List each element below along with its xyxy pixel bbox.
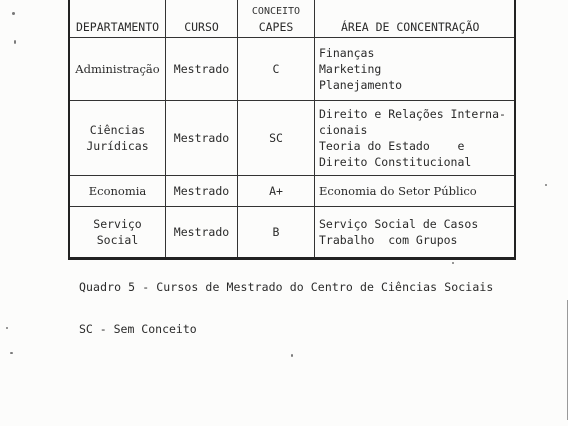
- scan-speck: [452, 262, 454, 264]
- cell-curso: Mestrado: [166, 101, 238, 176]
- table-footnote: SC - Sem Conceito: [79, 322, 197, 336]
- departamento-line: Ciências: [89, 123, 146, 137]
- area-line: Trabalho com Grupos: [319, 233, 458, 247]
- table-row: [69, 176, 515, 207]
- cell-curso: Mestrado: [166, 176, 238, 207]
- area-line: cionais: [319, 123, 368, 137]
- departamento-line: Social: [96, 233, 139, 247]
- table-row: [69, 101, 515, 176]
- cell-departamento: [69, 101, 166, 176]
- header-capes-label: CAPES: [258, 20, 294, 34]
- cell-area: [315, 38, 516, 101]
- departamento-line: Economia: [88, 184, 147, 198]
- courses-table: [68, 0, 516, 260]
- header-area-label: ÁREA DE CONCENTRAÇÃO: [341, 20, 480, 34]
- cell-capes: A+: [238, 176, 315, 207]
- area-line: Marketing: [319, 62, 382, 76]
- scan-speck: [10, 352, 13, 354]
- area-line: Planejamento: [319, 78, 403, 92]
- header-capes: [238, 0, 315, 38]
- area-line: Direito e Relações Interna-: [319, 107, 506, 121]
- cell-departamento: [69, 176, 166, 207]
- header-curso: [166, 0, 238, 38]
- area-line: Direito Constitucional: [319, 155, 472, 169]
- scan-speck: [545, 184, 547, 186]
- cell-area: [315, 176, 516, 207]
- scan-speck: [291, 354, 293, 357]
- scan-speck: [12, 12, 15, 15]
- departamento-line: Administração: [75, 62, 160, 76]
- cell-departamento: [69, 38, 166, 101]
- cell-capes: C: [238, 38, 315, 101]
- cell-curso: Mestrado: [166, 38, 238, 101]
- table-row: [69, 207, 515, 259]
- header-departamento-label: DEPARTAMENTO: [75, 20, 160, 34]
- cell-area: [315, 101, 516, 176]
- cell-curso: Mestrado: [166, 207, 238, 259]
- header-capes-top-label: CONCEITO: [251, 6, 301, 17]
- cell-area: [315, 207, 516, 259]
- scan-speck: [14, 40, 16, 44]
- area-line: Finanças: [319, 46, 375, 60]
- cell-departamento: [69, 207, 166, 259]
- scan-speck: [6, 327, 8, 329]
- table-row: [69, 38, 515, 101]
- table-caption: Quadro 5 - Cursos de Mestrado do Centro de Ciências Sociais: [79, 280, 494, 294]
- area-line: Economia do Setor Público: [319, 184, 477, 198]
- area-line: Serviço Social de Casos: [319, 217, 479, 231]
- cell-capes: B: [238, 207, 315, 259]
- cell-capes: SC: [238, 101, 315, 176]
- departamento-line: Serviço: [93, 217, 142, 231]
- departamento-line: Jurídicas: [86, 139, 149, 153]
- header-area: [315, 0, 516, 38]
- header-departamento: [69, 0, 166, 38]
- header-curso-label: CURSO: [184, 20, 219, 34]
- table-header-row: [69, 0, 515, 38]
- area-line: Teoria do Estado e: [319, 139, 465, 153]
